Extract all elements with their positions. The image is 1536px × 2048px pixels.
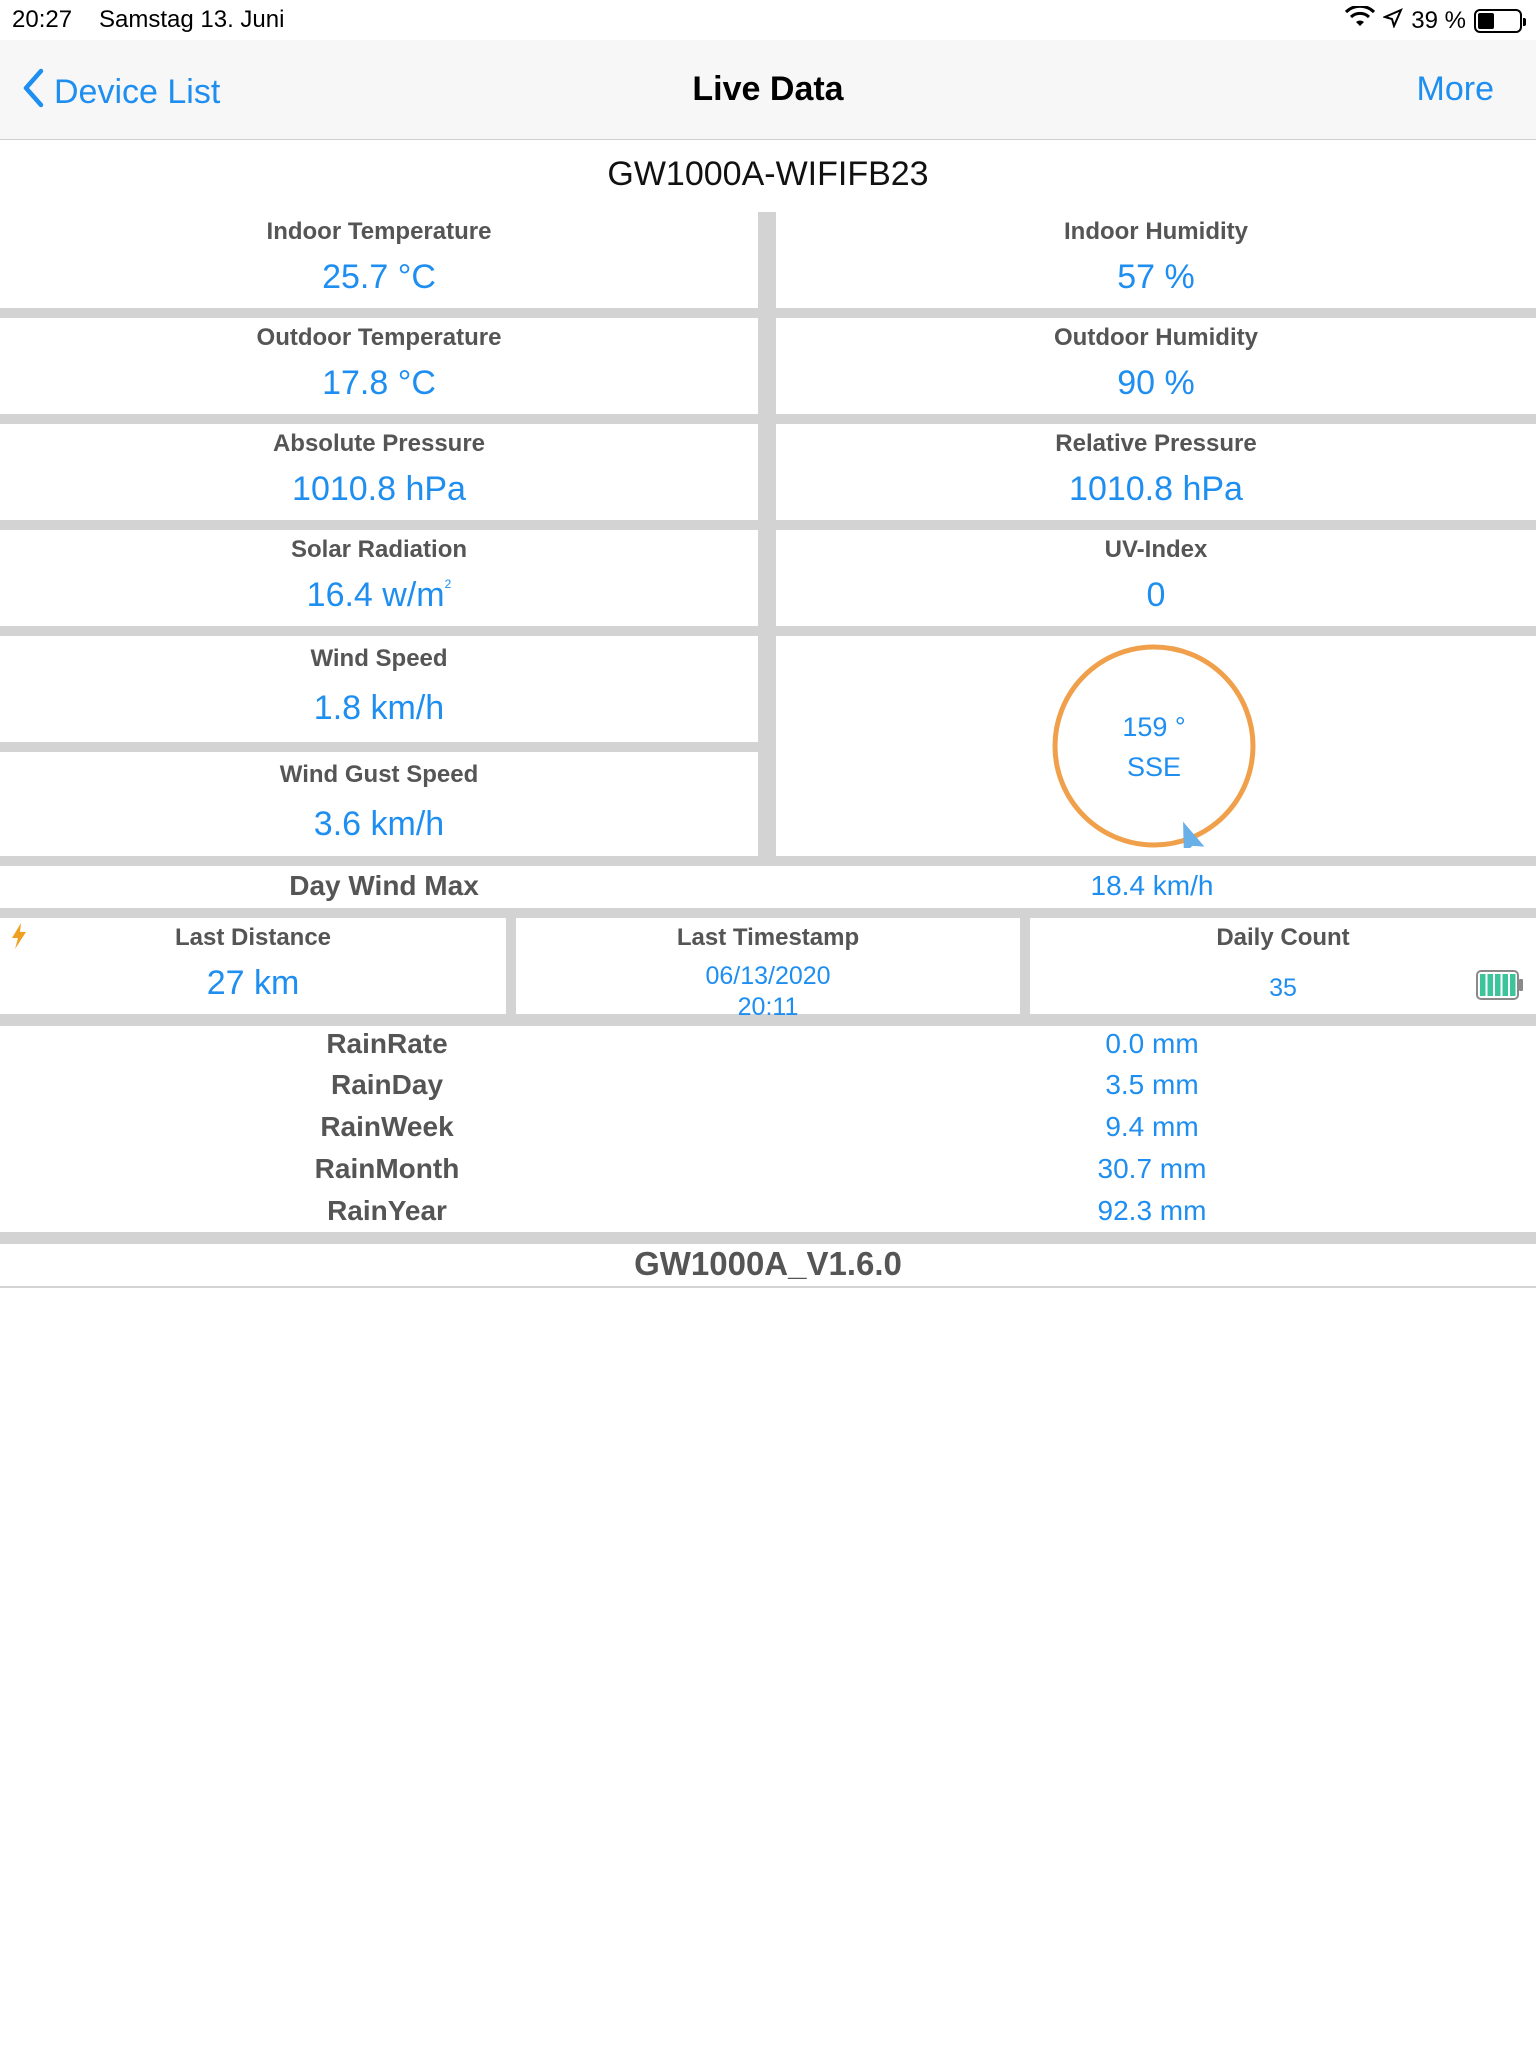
page-title: Live Data xyxy=(692,70,844,108)
uv-index-label: UV-Index xyxy=(1104,536,1208,563)
last-timestamp-cell xyxy=(516,924,1020,1022)
outdoor-humidity-value: 90 % xyxy=(1117,364,1195,402)
outdoor-humidity-label: Outdoor Humidity xyxy=(1054,324,1258,351)
row-divider xyxy=(0,626,1536,636)
last-distance-value: 27 km xyxy=(206,964,300,1002)
status-date: Samstag 13. Juni xyxy=(99,6,285,33)
rain-value: 92.3 mm xyxy=(1097,1195,1207,1226)
battery-icon xyxy=(1474,9,1522,33)
absolute-pressure-value: 1010.8 hPa xyxy=(292,470,466,508)
indoor-temperature-label: Indoor Temperature xyxy=(266,218,492,245)
uv-index-cell xyxy=(776,536,1536,615)
last-distance-cell xyxy=(0,924,506,1003)
row-divider xyxy=(0,308,1536,318)
sensor-battery-bar xyxy=(1503,974,1509,996)
relative-pressure-label: Relative Pressure xyxy=(1055,430,1257,457)
daily-count-value: 35 xyxy=(1269,974,1297,1002)
more-button[interactable]: More xyxy=(1416,70,1494,108)
navigation-bar xyxy=(0,40,1536,140)
back-button-label: Device List xyxy=(54,73,221,111)
indoor-temperature-value: 25.7 °C xyxy=(322,258,436,296)
day-wind-max-value: 18.4 km/h xyxy=(1090,870,1214,901)
sensor-battery-bar xyxy=(1488,974,1494,996)
daily-count-label: Daily Count xyxy=(1216,924,1350,951)
row-divider xyxy=(0,520,1536,530)
solar-radiation-number: 16.4 w/m xyxy=(306,576,445,614)
compass-ring xyxy=(1055,647,1253,845)
battery-percent: 39 % xyxy=(1411,6,1466,34)
rain-value: 3.5 mm xyxy=(1105,1069,1199,1100)
solar-radiation-cell xyxy=(0,536,758,615)
indoor-humidity-value: 57 % xyxy=(1117,258,1195,296)
rain-label: RainMonth xyxy=(314,1153,460,1184)
rain-label: RainYear xyxy=(327,1195,447,1226)
relative-pressure-value: 1010.8 hPa xyxy=(1069,470,1243,508)
wind-direction-degrees: 159 ° xyxy=(1122,712,1186,742)
column-divider xyxy=(1020,918,1030,1016)
indoor-temperature-cell xyxy=(0,218,758,297)
status-time: 20:27 xyxy=(12,6,73,33)
last-timestamp-label: Last Timestamp xyxy=(676,924,860,951)
rain-label: RainRate xyxy=(326,1028,448,1059)
row-divider xyxy=(0,856,1536,866)
outdoor-temperature-cell xyxy=(0,324,758,403)
outdoor-temperature-label: Outdoor Temperature xyxy=(256,324,502,351)
rain-value: 30.7 mm xyxy=(1097,1153,1207,1184)
sensor-battery-icon xyxy=(1476,970,1524,1005)
absolute-pressure-cell xyxy=(0,430,758,509)
sensor-battery-bar xyxy=(1495,974,1501,996)
solar-radiation-label: Solar Radiation xyxy=(290,536,468,563)
sensor-battery-bar xyxy=(1510,974,1516,996)
firmware-version: GW1000A_V1.6.0 xyxy=(634,1245,902,1282)
indoor-humidity-label: Indoor Humidity xyxy=(1064,218,1248,245)
wind-gust-value: 3.6 km/h xyxy=(313,805,445,843)
battery-fill xyxy=(1478,13,1494,29)
last-timestamp-date: 06/13/2020 xyxy=(705,962,831,990)
solar-radiation-unit-superscript: 2 xyxy=(444,577,452,591)
row-divider xyxy=(0,742,760,752)
uv-index-value: 0 xyxy=(1146,576,1166,614)
wind-direction-compass xyxy=(1052,644,1256,848)
row-divider xyxy=(0,1286,1536,1288)
sensor-battery-bar xyxy=(1480,974,1486,996)
wind-speed-label: Wind Speed xyxy=(310,645,448,672)
rain-label: RainDay xyxy=(330,1069,444,1100)
absolute-pressure-label: Absolute Pressure xyxy=(272,430,486,457)
wind-direction-compass-point: SSE xyxy=(1126,752,1182,782)
last-timestamp-time: 20:11 xyxy=(737,993,799,1021)
battery-cap xyxy=(1523,18,1526,26)
wind-speed-cell xyxy=(0,645,758,728)
rain-value: 0.0 mm xyxy=(1105,1028,1199,1059)
day-wind-max-label: Day Wind Max xyxy=(289,870,479,901)
row-divider xyxy=(0,414,1536,424)
wind-speed-value: 1.8 km/h xyxy=(313,689,445,727)
daily-count-cell xyxy=(1030,924,1536,1003)
status-right xyxy=(1345,6,1522,35)
row-divider xyxy=(0,1232,1536,1244)
relative-pressure-cell xyxy=(776,430,1536,509)
location-arrow-icon xyxy=(1383,7,1403,35)
last-distance-label: Last Distance xyxy=(174,924,332,951)
wind-gust-cell xyxy=(0,761,758,844)
status-bar xyxy=(0,0,1536,40)
wind-gust-label: Wind Gust Speed xyxy=(279,761,479,788)
rain-label: RainWeek xyxy=(320,1111,454,1142)
rain-value: 9.4 mm xyxy=(1105,1111,1199,1142)
outdoor-temperature-value: 17.8 °C xyxy=(322,364,436,402)
row-divider xyxy=(0,908,1536,918)
device-name: GW1000A-WIFIFB23 xyxy=(607,155,929,193)
wifi-icon xyxy=(1345,6,1375,35)
outdoor-humidity-cell xyxy=(776,324,1536,403)
indoor-humidity-cell xyxy=(776,218,1536,297)
solar-radiation-value xyxy=(0,576,758,615)
column-divider xyxy=(506,918,516,1016)
